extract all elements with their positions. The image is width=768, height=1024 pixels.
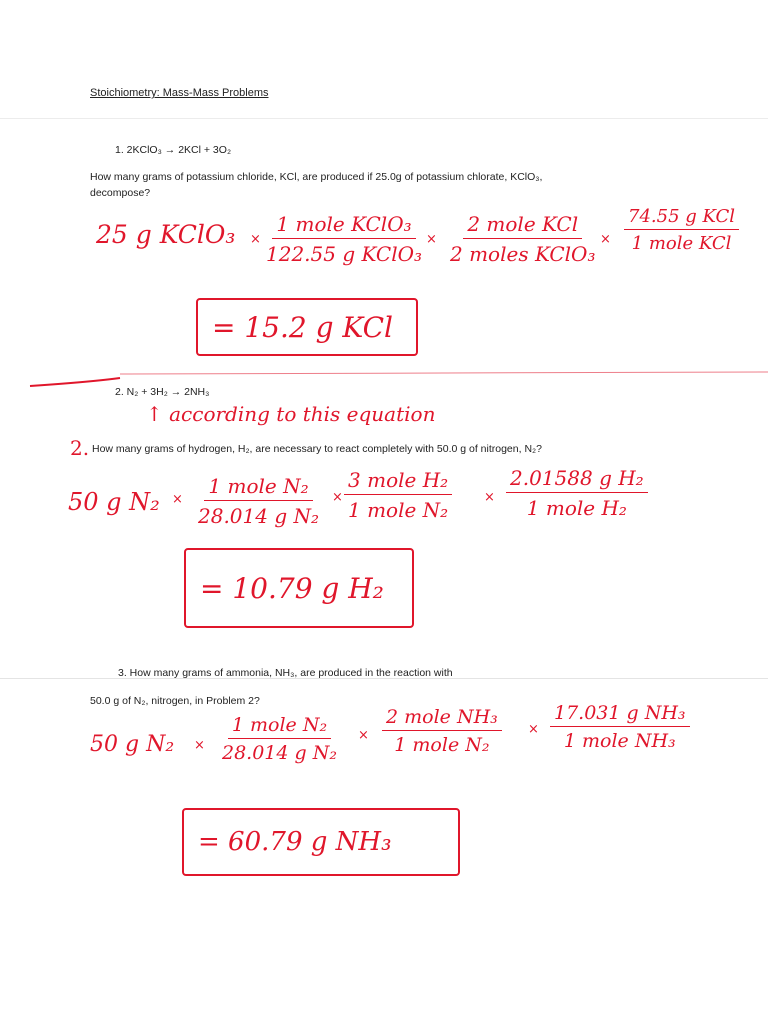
p3-answer-box: = 60.79 g NH₃	[182, 808, 460, 876]
p3-fraction-product-mass	[550, 702, 690, 752]
p2-frac2-numerator: 3 mole H₂	[344, 468, 452, 495]
p1-frac1-numerator: 1 mole KClO₃	[272, 212, 415, 239]
p2-number-mark: 2.	[70, 436, 90, 460]
p1-answer-box: = 15.2 g KCl	[196, 298, 418, 356]
p3-fraction-molar-mass	[218, 714, 341, 764]
p1-frac3-numerator: 74.55 g KCl	[624, 206, 739, 230]
p1-fraction-mole-ratio	[446, 212, 599, 266]
p1-fraction-product-mass	[624, 206, 739, 254]
p2-frac2-denominator: 1 mole N₂	[348, 498, 449, 522]
p1-frac2-denominator: 2 moles KClO₃	[450, 242, 596, 266]
p1-frac1-denominator: 122.55 g KClO₃	[266, 242, 423, 266]
p2-fraction-molar-mass	[194, 474, 323, 528]
p3-fraction-mole-ratio	[382, 706, 502, 756]
p3-given-mass: 50 g N₂	[90, 732, 175, 757]
p1-frac2-numerator: 2 mole KCl	[463, 212, 582, 239]
p3-frac1-numerator: 1 mole N₂	[228, 714, 331, 739]
scan-artifact	[0, 118, 768, 119]
p2-frac3-denominator: 1 mole H₂	[526, 496, 627, 520]
p2-frac1-numerator: 1 mole N₂	[204, 474, 312, 501]
problem3-question-line2: 50.0 g of N₂, nitrogen, in Problem 2?	[90, 695, 260, 707]
p2-frac1-denominator: 28.014 g N₂	[198, 504, 320, 528]
multiply-sign: ×	[528, 722, 539, 737]
p3-frac1-denominator: 28.014 g N₂	[222, 742, 337, 764]
p2-frac3-numerator: 2.01588 g H₂	[506, 466, 648, 493]
page-title: Stoichiometry: Mass-Mass Problems	[90, 87, 269, 99]
multiply-sign: ×	[358, 728, 369, 743]
problem1-equation: 1. 2KClO₃ → 2KCl + 3O₂	[115, 144, 232, 156]
multiply-sign: ×	[172, 492, 183, 507]
multiply-sign: ×	[484, 490, 495, 505]
p2-answer-box: = 10.79 g H₂	[184, 548, 414, 628]
p3-frac2-numerator: 2 mole NH₃	[382, 706, 502, 731]
multiply-sign: ×	[426, 232, 437, 247]
problem2-question: How many grams of hydrogen, H₂, are necessary to react completely with 50.0 g of nitrogen, N₂?	[92, 443, 542, 455]
p1-fraction-molar-mass	[262, 212, 426, 266]
problem1-question-line2: decompose?	[90, 187, 151, 199]
p2-given-mass: 50 g N₂	[68, 488, 160, 516]
p2-fraction-product-mass	[506, 466, 648, 520]
problem3-question-line1: 3. How many grams of ammonia, NH₃, are produced in the reaction with	[118, 667, 453, 679]
multiply-sign: ×	[250, 232, 261, 247]
p3-frac2-denominator: 1 mole N₂	[394, 734, 490, 756]
multiply-sign: ×	[600, 232, 611, 247]
problem1-question-line1: How many grams of potassium chloride, KCl, are produced if 25.0g of potassium chlorate, KClO₃,	[90, 171, 543, 183]
p2-fraction-mole-ratio	[344, 468, 452, 522]
p3-frac3-denominator: 1 mole NH₃	[563, 730, 676, 752]
multiply-sign: ×	[332, 490, 343, 505]
p2-annotation: ↑ according to this equation	[146, 402, 436, 426]
multiply-sign: ×	[194, 738, 205, 753]
p3-frac3-numerator: 17.031 g NH₃	[550, 702, 690, 727]
p1-given-mass: 25 g KClO₃	[96, 220, 236, 249]
p1-frac3-denominator: 1 mole KCl	[631, 233, 732, 254]
problem2-equation: 2. N₂ + 3H₂ → 2NH₃	[115, 386, 210, 398]
